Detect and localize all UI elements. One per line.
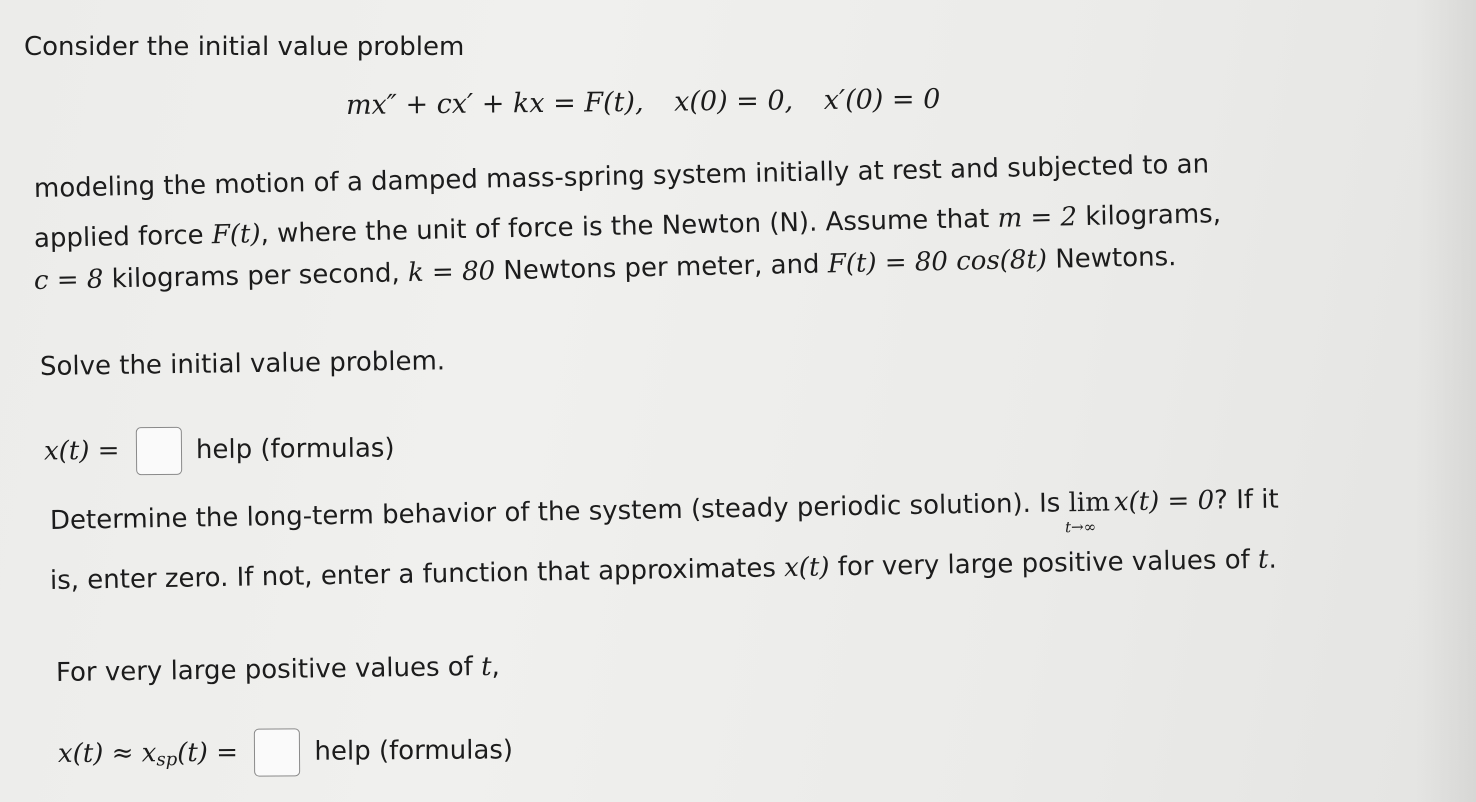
description-text: kilograms per second, [103, 258, 409, 295]
ode-initial-condition-2: x′(0) = 0 [823, 83, 941, 116]
limit-expression: x(t) = 0 [1113, 485, 1215, 518]
longterm-text: is, enter zero. If not, enter a function that approximates [49, 553, 785, 596]
answer-2-label [58, 737, 238, 768]
answer-2-help-link[interactable]: help (formulas) [314, 735, 514, 767]
time-symbol: t [1257, 544, 1269, 575]
function-symbol: x(t) [783, 552, 830, 584]
solve-prompt: Solve the initial value problem. [39, 346, 446, 382]
answer-2-label-end: (t) = [177, 737, 239, 768]
ode-display [346, 84, 941, 123]
answer-2-subscript: sp [156, 748, 178, 770]
limit-operator [1064, 487, 1111, 537]
longterm-text: Determine the long-term behavior of the system (steady periodic solution). Is [49, 488, 1069, 536]
description-line-1: modeling the motion of a damped mass-spring system initially at rest and subjected to an [33, 149, 1210, 204]
damping-value: c = 8 [33, 264, 104, 296]
mass-value: m = 2 [997, 202, 1078, 234]
description-text: , where the unit of force is the Newton (N). Assume that [260, 203, 998, 250]
longterm-line-1 [50, 485, 1279, 538]
answer-row-2 [58, 727, 513, 778]
answer-row-1 [44, 425, 395, 476]
page-edge-shadow [1416, 0, 1476, 802]
spring-constant-value: k = 80 [407, 256, 496, 289]
description-text: Newtons. [1046, 242, 1177, 275]
longterm-text: for very large positive values of [829, 544, 1259, 583]
description-text: kilograms, [1076, 199, 1222, 233]
longterm-text: . [1268, 544, 1278, 575]
ode-initial-condition-1: x(0) = 0, [673, 85, 794, 118]
limit-word: lim [1068, 487, 1111, 519]
answer-1-input[interactable] [136, 427, 182, 475]
answer-2-label-start: x(t) ≈ x [57, 737, 157, 769]
longterm-text: ? If it [1213, 484, 1279, 516]
longterm-line-2 [50, 545, 1277, 598]
large-values-label: For very large positive values of [55, 652, 482, 688]
limit-subscript: t→∞ [1064, 517, 1097, 537]
intro-text: Consider the initial value problem [24, 32, 465, 62]
answer-1-label: x(t) = [43, 435, 120, 467]
answer-1-help-link[interactable]: help (formulas) [195, 433, 395, 466]
description-text: applied force [33, 220, 213, 254]
time-symbol: t [480, 651, 492, 683]
large-values-comma: , [491, 651, 501, 682]
description-text: Newtons per meter, and [494, 249, 829, 287]
force-function: F(t) = 80 cos(8t) [827, 244, 1048, 280]
ode-equation: mx″ + cx′ + kx = F(t), [345, 86, 644, 121]
large-values-text [56, 652, 500, 689]
force-symbol: F(t) [211, 219, 261, 251]
answer-2-input[interactable] [254, 728, 300, 776]
